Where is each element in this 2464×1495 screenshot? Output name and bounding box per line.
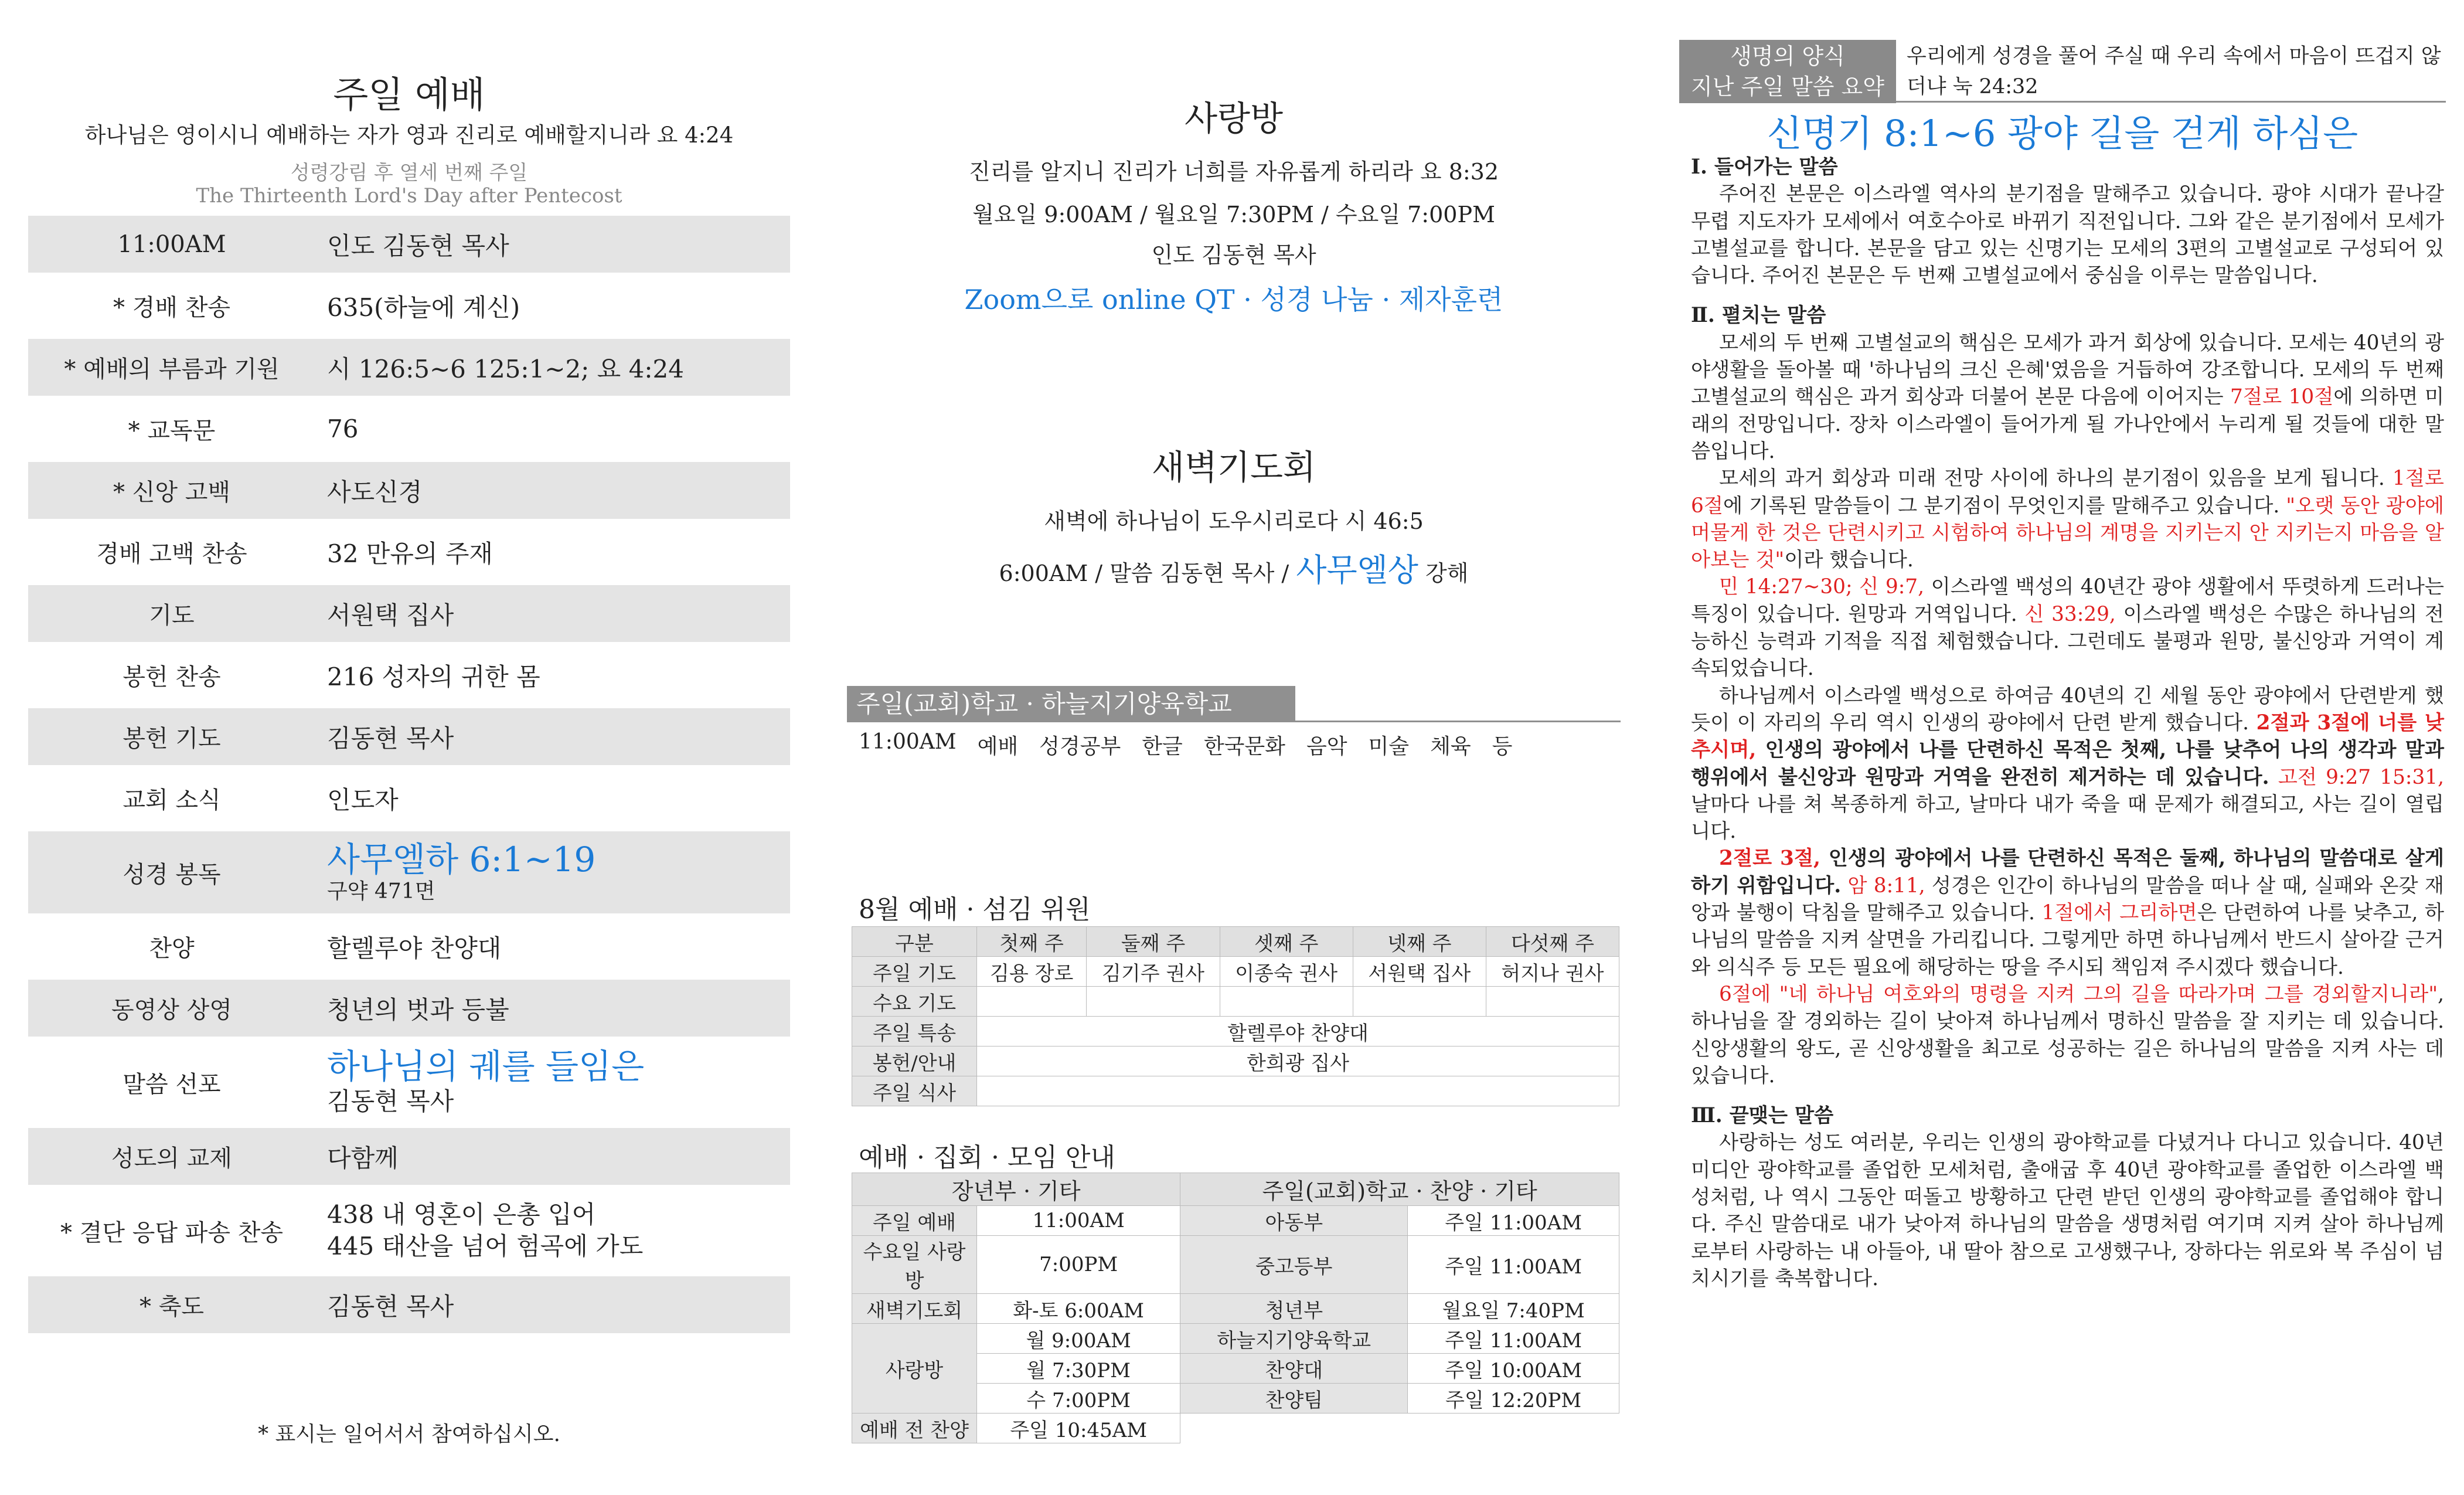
order-row bbox=[28, 524, 790, 580]
paragraph bbox=[1691, 329, 2444, 465]
sermon-preacher: 김동현 목사 bbox=[327, 1087, 454, 1116]
paragraph bbox=[1691, 981, 2444, 1089]
text-run: 은 단련하여 나를 낮추고, 하나님의 말씀을 지켜 살면을 가리킵니다. 그렇게만 하면 하나님께서 반드시 살아갈 근거와 의식주 등 모든 필요에 해당하는 땅을 주시되 책임져 주시겠다 했습니다. bbox=[1691, 901, 2444, 979]
sermon-box-subtitle: 지난 주일 말씀 요약 bbox=[1691, 74, 1884, 100]
order-label: 교회 소식 bbox=[122, 787, 221, 814]
scripture-ref: 민 14:27~30; 신 9:7, bbox=[1719, 575, 1925, 599]
table-cell: 청년부 bbox=[1180, 1294, 1408, 1324]
order-row bbox=[28, 1190, 790, 1272]
text-run: 에 기록된 말씀들이 그 분기점이 무엇인지를 말해주고 있습니다. bbox=[1723, 494, 2286, 518]
emphasis: 인생의 광야에서 나를 단련하신 목적은 둘째, 하나님의 말씀대로 살게 하기 위함입니다. bbox=[1691, 847, 2444, 898]
table-cell bbox=[1408, 1414, 1619, 1443]
order-label: 성도의 교제 bbox=[111, 1145, 232, 1172]
text-run: 이스라엘 백성의 40년간 광야 생활에서 뚜렷하게 드러나는 특징이 있습니다. 원망과 거역입니다. bbox=[1691, 575, 2445, 626]
order-row bbox=[28, 277, 790, 334]
paragraph bbox=[1691, 682, 2444, 845]
order-value: 할렐루야 찬양대 bbox=[327, 933, 502, 963]
sermon-column bbox=[1679, 0, 2445, 1495]
table-header: 넷째 주 bbox=[1353, 927, 1486, 957]
order-label: 찬양 bbox=[149, 935, 195, 962]
table-cell: 7:00PM bbox=[977, 1236, 1180, 1294]
school-items bbox=[859, 730, 1533, 760]
order-label: * 신앙 고백 bbox=[113, 479, 230, 506]
order-row bbox=[28, 1041, 790, 1123]
emphasis: 인생의 광야에서 나를 단련하신 목적은 첫째, 나를 낮추어 나의 생각과 말과 행위에서 불신앙과 원망과 거역을 완전히 제거하는 데 있습니다. bbox=[1691, 738, 2444, 789]
table-cell bbox=[1180, 1414, 1408, 1443]
order-label: 봉헌 기도 bbox=[122, 725, 221, 752]
order-label: * 예배의 부름과 기원 bbox=[64, 356, 280, 383]
table-cell: 주일 11:00AM bbox=[1408, 1324, 1619, 1354]
order-row bbox=[28, 1128, 790, 1185]
order-row bbox=[28, 216, 790, 273]
table-header: 둘째 주 bbox=[1087, 927, 1220, 957]
table-cell: 김기주 권사 bbox=[1087, 957, 1220, 987]
committee-title: 8월 예배 · 섬김 위원 bbox=[859, 895, 1091, 925]
table-cell: 월 7:30PM bbox=[977, 1354, 1180, 1384]
table-cell: 서원택 집사 bbox=[1353, 957, 1486, 987]
meetings-table bbox=[852, 1173, 1619, 1443]
dawn-verse: 새벽에 하나님이 도우시리로다 시 46:5 bbox=[1044, 508, 1424, 534]
order-value: 사도신경 bbox=[327, 477, 423, 507]
order-value: 인도자 bbox=[327, 785, 399, 814]
table-row bbox=[852, 987, 1619, 1017]
table-header: 셋째 주 bbox=[1220, 927, 1353, 957]
dawn-line-prefix: 6:00AM / 말씀 김동현 목사 / bbox=[999, 560, 1296, 586]
order-label: 11:00AM bbox=[117, 230, 226, 258]
scripture-ref: 2절로 3절, bbox=[1719, 847, 1820, 871]
order-label: 동영상 상영 bbox=[111, 997, 232, 1024]
sermon-header-box bbox=[1679, 40, 1896, 103]
school-item: 한국문화 bbox=[1203, 735, 1285, 759]
paragraph: 사랑하는 성도 여러분, 우리는 인생의 광야학교를 다녔거나 다니고 있습니다. 40년 미디안 광야학교를 졸업한 모세처럼, 출애굽 후 40년 광야학교를 졸업한 이스라엘 백성처럼, 나 역시 그동안 떠돌고 방황하고 단련 받던 인생의 광야학교를 졸업해야 합니다. 주신 말씀대로 내가 낮아져 하나님의 말씀을 생명처럼 여기며 지켜 살아 하나님께로부터 사랑하는 내 아들아, 내 딸아 참으로 고생했구나, 장하다는 위로와 복 주심이 넘치시기를 축복합니다. bbox=[1691, 1131, 2445, 1290]
order-label: * 경배 찬송 bbox=[113, 294, 230, 321]
table-cell: 예배 전 찬양 bbox=[852, 1414, 977, 1443]
school-item: 11:00AM bbox=[859, 730, 957, 754]
order-value: 다함께 bbox=[327, 1143, 399, 1173]
table-cell: 주일 11:00AM bbox=[1408, 1206, 1619, 1236]
sermon-header-verse: 우리에게 성경을 풀어 주실 때 우리 속에서 마음이 뜨겁지 않더냐 눅 24:32 bbox=[1907, 45, 2441, 98]
table-row bbox=[852, 1017, 1619, 1046]
table-header: 첫째 주 bbox=[977, 927, 1087, 957]
order-value bbox=[315, 840, 790, 905]
table-cell: 아동부 bbox=[1180, 1206, 1408, 1236]
paragraph: 주어진 본문은 이스라엘 역사의 분기점을 말해주고 있습니다. 광야 시대가 끝나갈 무렵 지도자가 모세에서 여호수아로 바뀌기 직전입니다. 그와 같은 분기점에서 모세가 고별설교를 합니다. 본문을 담고 있는 신명기는 모세의 3편의 고별설교로 구성되어 있습니다. 주어진 본문은 두 번째 고별설교에서 중심을 이루는 말씀입니다. bbox=[1691, 182, 2444, 288]
section-heading: Ⅱ. 펼치는 말씀 bbox=[1691, 304, 1826, 328]
table-cell: 할렐루야 찬양대 bbox=[977, 1017, 1619, 1046]
table-cell: 주일 10:45AM bbox=[977, 1414, 1180, 1443]
order-value: 32 만유의 주재 bbox=[327, 539, 494, 568]
scripture-reading: 사무엘하 6:1~19 bbox=[327, 840, 596, 879]
sarangbang-title: 사랑방 bbox=[1184, 98, 1284, 138]
sarangbang-verse: 진리를 알지니 진리가 너희를 자유롭게 하리라 요 8:32 bbox=[968, 159, 1499, 185]
table-cell: 월요일 7:40PM bbox=[1408, 1294, 1619, 1324]
order-value bbox=[315, 1047, 790, 1117]
order-label: 기도 bbox=[149, 602, 195, 629]
order-value: 청년의 벗과 등불 bbox=[327, 995, 509, 1024]
school-item: 미술 bbox=[1368, 735, 1410, 759]
table-row bbox=[852, 927, 1619, 957]
order-row bbox=[28, 831, 790, 913]
school-item: 예배 bbox=[977, 735, 1019, 759]
order-row bbox=[28, 1276, 790, 1333]
worship-title: 주일 예배 bbox=[333, 73, 485, 116]
table-header: 장년부 · 기타 bbox=[852, 1173, 1180, 1206]
table-row bbox=[852, 957, 1619, 987]
table-cell: 봉헌/안내 bbox=[852, 1046, 977, 1076]
table-header: 다섯째 주 bbox=[1486, 927, 1619, 957]
order-row bbox=[28, 708, 790, 765]
paragraph bbox=[1691, 573, 2444, 682]
order-value: 76 bbox=[327, 414, 359, 443]
order-row bbox=[28, 647, 790, 704]
worship-column bbox=[28, 0, 790, 1495]
table-cell: 주일 특송 bbox=[852, 1017, 977, 1046]
table-cell bbox=[977, 1076, 1619, 1106]
order-row bbox=[28, 770, 790, 827]
scripture-ref: 7절로 10절 bbox=[2230, 385, 2334, 409]
worship-verse: 하나님은 영이시니 예배하는 자가 영과 진리로 예배할지니라 요 4:24 bbox=[84, 123, 734, 148]
section-heading: Ⅲ. 끝맺는 말씀 bbox=[1691, 1104, 1834, 1128]
meetings-title: 예배 · 집회 · 모임 안내 bbox=[859, 1143, 1115, 1173]
table-cell: 주일 11:00AM bbox=[1408, 1236, 1619, 1294]
sarangbang-zoom: Zoom으로 online QT · 성경 나눔 · 제자훈련 bbox=[964, 284, 1503, 315]
table-cell: 새벽기도회 bbox=[852, 1294, 977, 1324]
table-cell: 11:00AM bbox=[977, 1206, 1180, 1236]
text-run: 모세의 과거 회상과 미래 전망 사이에 하나의 분기점이 있음을 보게 됩니다. bbox=[1719, 467, 2392, 491]
order-label: 말씀 선포 bbox=[122, 1071, 221, 1098]
sermon-summary-title: 신명기 8:1~6 광야 길을 걷게 하심은 bbox=[1767, 112, 2359, 155]
table-cell: 주일 12:20PM bbox=[1408, 1384, 1619, 1414]
table-cell: 김용 장로 bbox=[977, 957, 1087, 987]
hymn-2: 445 태산을 넘어 험곡에 가도 bbox=[327, 1232, 644, 1260]
table-header: 주일(교회)학교 · 찬양 · 기타 bbox=[1180, 1173, 1619, 1206]
table-cell: 수 7:00PM bbox=[977, 1384, 1180, 1414]
text-run: , 하나님을 잘 경외하는 길이 낮아져 하나님께서 명하신 말씀을 잘 지키는 데 있습니다. 신앙생활의 왕도, 곧 신앙생활을 최고로 성공하는 길은 하나님의 말씀을 지켜 사는 데 있습니다. bbox=[1691, 982, 2444, 1088]
scripture-page: 구약 471면 bbox=[327, 879, 435, 903]
standing-note: * 표시는 일어서서 참여하십시오. bbox=[258, 1422, 560, 1446]
dawn-line bbox=[847, 545, 1621, 590]
text-run: 이스라엘 백성은 수많은 하나님의 전능하신 능력과 기적을 직접 체험했습니다. 그런데도 불평과 원망, 불신앙과 거역이 계속되었습니다. bbox=[1691, 602, 2444, 681]
table-cell bbox=[977, 987, 1087, 1017]
hymn-1: 438 내 영혼이 은총 입어 bbox=[327, 1200, 596, 1229]
table-cell: 수요 기도 bbox=[852, 987, 977, 1017]
paragraph bbox=[1691, 465, 2444, 573]
order-row bbox=[28, 918, 790, 975]
scripture-ref: 고전 9:27 15:31, bbox=[2269, 765, 2444, 789]
dawn-line-suffix: 강해 bbox=[1418, 560, 1469, 586]
sermon-body bbox=[1691, 154, 2444, 1292]
table-cell: 주일 기도 bbox=[852, 957, 977, 987]
scripture-quote: "오랫 동안 광야에 머물게 한 것은 단련시키고 시험하여 하나님의 계명을 지키는지 안 지키는지 마음을 알아보는 것" bbox=[1691, 494, 2444, 572]
table-row bbox=[852, 1046, 1619, 1076]
table-cell bbox=[1220, 987, 1353, 1017]
sarangbang-leader: 인도 김동현 목사 bbox=[1151, 242, 1316, 268]
table-cell: 한희광 집사 bbox=[977, 1046, 1619, 1076]
table-cell: 수요일 사랑방 bbox=[852, 1236, 977, 1294]
table-row bbox=[852, 1414, 1619, 1443]
worship-subtitle-ko: 성령강림 후 열세 번째 주일 bbox=[290, 161, 528, 185]
order-value: 서원택 집사 bbox=[327, 600, 454, 630]
dawn-book: 사무엘상 bbox=[1296, 552, 1418, 589]
section-heading: Ⅰ. 들어가는 말씀 bbox=[1691, 155, 1838, 179]
order-label: * 축도 bbox=[139, 1293, 204, 1320]
table-row bbox=[852, 1076, 1619, 1106]
table-cell: 월 9:00AM bbox=[977, 1324, 1180, 1354]
school-item: 음악 bbox=[1306, 735, 1347, 759]
table-row bbox=[852, 1324, 1619, 1354]
table-cell: 주일 10:00AM bbox=[1408, 1354, 1619, 1384]
order-label: * 결단 응답 파송 찬송 bbox=[60, 1219, 283, 1246]
order-row bbox=[28, 339, 790, 396]
table-header: 구분 bbox=[852, 927, 977, 957]
order-value: 216 성자의 귀한 몸 bbox=[327, 662, 540, 691]
scripture-ref: 1절에서 그리하면 bbox=[2041, 901, 2197, 925]
order-value bbox=[315, 1199, 790, 1262]
header-rule bbox=[1896, 101, 2446, 103]
order-label: 성경 봉독 bbox=[122, 861, 221, 888]
table-cell: 이종숙 권사 bbox=[1220, 957, 1353, 987]
table-row bbox=[852, 1173, 1619, 1206]
sermon-box-title: 생명의 양식 bbox=[1730, 43, 1845, 69]
info-column bbox=[847, 0, 1621, 1495]
order-label: 봉헌 찬송 bbox=[122, 664, 221, 691]
table-cell bbox=[1353, 987, 1486, 1017]
school-item: 등 bbox=[1492, 735, 1513, 759]
order-value: 시 126:5~6 125:1~2; 요 4:24 bbox=[327, 354, 684, 383]
scripture-ref: 2절과 3절에 너를 낮추시며, bbox=[1691, 711, 2444, 762]
dawn-title: 새벽기도회 bbox=[1151, 447, 1316, 487]
order-value: 김동현 목사 bbox=[327, 723, 454, 753]
order-of-worship bbox=[28, 216, 790, 1338]
text-run: 하나님께서 이스라엘 백성으로 하여금 40년의 긴 세월 동안 광야에서 단련받게 했듯이 이 자리의 우리 역시 인생의 광야에서 단련 받게 했습니다. bbox=[1691, 684, 2444, 735]
worship-subtitle-en: The Thirteenth Lord's Day after Pentecost bbox=[196, 184, 622, 208]
school-header: 주일(교회)학교 · 하늘지기양육학교 bbox=[847, 686, 1295, 722]
table-row bbox=[852, 1294, 1619, 1324]
text-run: 성경은 인간이 하나님의 말씀을 떠나 살 때, 실패와 온갖 재앙과 불행이 닥침을 말해주고 있습니다. bbox=[1691, 874, 2445, 925]
school-item: 성경공부 bbox=[1039, 735, 1121, 759]
order-row bbox=[28, 585, 790, 642]
school-item: 한글 bbox=[1142, 735, 1183, 759]
table-row bbox=[852, 1206, 1619, 1236]
scripture-ref: 암 8:11, bbox=[1841, 874, 1925, 898]
sarangbang-times: 월요일 9:00AM / 월요일 7:30PM / 수요일 7:00PM bbox=[972, 202, 1495, 227]
table-cell bbox=[1087, 987, 1220, 1017]
order-row bbox=[28, 980, 790, 1037]
table-row bbox=[852, 1236, 1619, 1294]
text-run: 이라 했습니다. bbox=[1784, 548, 1914, 572]
order-row bbox=[28, 462, 790, 519]
header-rule bbox=[1295, 721, 1621, 722]
order-label: 경배 고백 찬송 bbox=[96, 541, 247, 568]
text-run: 모세의 두 번째 고별설교의 핵심은 모세가 과거 회상에 있습니다. 모세는 40년의 광야생활을 돌아볼 때 '하나님의 크신 은혜'였음을 거듭하여 강조합니다. 모세의 두 번째 고별설교의 핵심은 과거 회상과 더불어 본문 다음에 이어지는 bbox=[1691, 331, 2444, 409]
table-cell: 주일 예배 bbox=[852, 1206, 977, 1236]
scripture-ref: 신 33:29, bbox=[2024, 602, 2116, 626]
text-run: 날마다 나를 쳐 복종하게 하고, 날마다 내가 죽을 때 문제가 해결되고, 사는 길이 열립니다. bbox=[1691, 792, 2444, 844]
school-item: 체육 bbox=[1430, 735, 1471, 759]
table-cell: 허지나 권사 bbox=[1486, 957, 1619, 987]
order-value: 김동현 목사 bbox=[327, 1292, 454, 1321]
order-value: 인도 김동현 목사 bbox=[327, 231, 509, 260]
table-cell: 중고등부 bbox=[1180, 1236, 1408, 1294]
order-label: * 교독문 bbox=[128, 417, 216, 444]
table-cell: 찬양팀 bbox=[1180, 1384, 1408, 1414]
sermon-title: 하나님의 궤를 들임은 bbox=[327, 1046, 645, 1086]
table-cell: 화-토 6:00AM bbox=[977, 1294, 1180, 1324]
table-cell: 찬양대 bbox=[1180, 1354, 1408, 1384]
paragraph bbox=[1691, 845, 2444, 980]
table-cell: 하늘지기양육학교 bbox=[1180, 1324, 1408, 1354]
order-row bbox=[28, 400, 790, 457]
table-cell bbox=[1486, 987, 1619, 1017]
table-cell: 사랑방 bbox=[852, 1324, 977, 1414]
text-run: 에 의하면 미래의 전망입니다. 장차 이스라엘이 들어가게 될 가나안에서 누리게 될 것들에 대한 말씀입니다. bbox=[1691, 385, 2444, 463]
committee-table bbox=[852, 926, 1619, 1106]
scripture-ref: 1절로 6절 bbox=[1691, 467, 2444, 518]
order-value: 635(하늘에 계신) bbox=[327, 293, 520, 322]
scripture-quote: 6절에 "네 하나님 여호와의 명령을 지켜 그의 길을 따라가며 그를 경외할지니라" bbox=[1719, 982, 2438, 1006]
table-cell: 주일 식사 bbox=[852, 1076, 977, 1106]
